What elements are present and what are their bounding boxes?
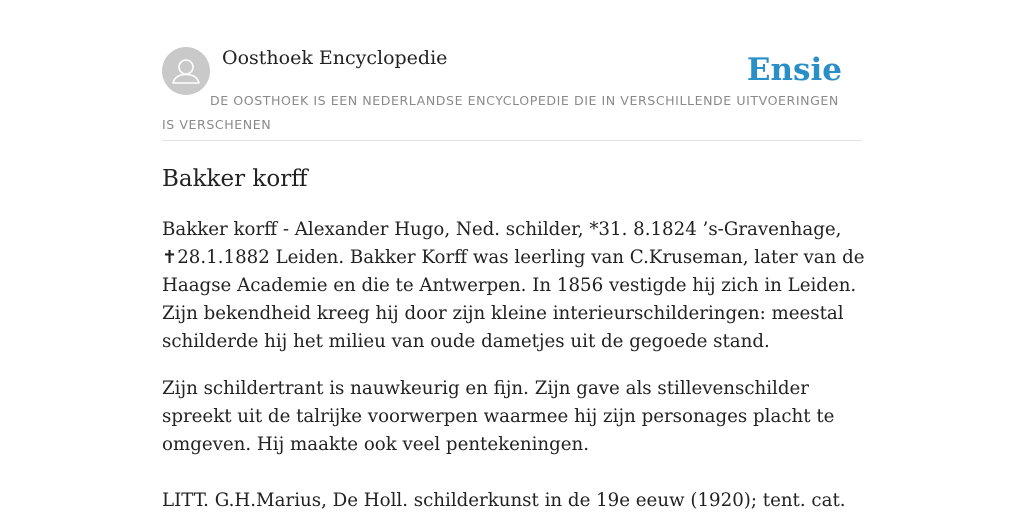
site-tagline: DE OOSTHOEK IS EEN NEDERLANDSE ENCYCLOPEDIE DIE IN VERSCHILLENDE UITVOERINGEN IS VERSCHENEN: [162, 93, 839, 132]
site-name[interactable]: Oosthoek Encyclopedie: [222, 47, 448, 69]
article: [162, 162, 866, 512]
article-title: Bakker korff: [162, 166, 308, 192]
avatar[interactable]: [162, 47, 210, 95]
article-paragraph-1: Bakker korff - Alexander Hugo, Ned. schilder, *31. 8.1824 ’s-Gravenhage, ✝28.1.1882 Leiden. Bakker Korff was leerling van C.Kruseman, later van de Haagse Academie en die te Antwerpen. In 1856 vestigde hij zich in Leiden. Zijn bekendheid kreeg hij door zijn kleine interieurschilderingen: meestal schilderde hij het milieu van oude dametjes uit de gegoede stand.: [162, 219, 865, 352]
user-silhouette-icon: [162, 47, 210, 95]
ensie-logo[interactable]: Ensie: [746, 52, 842, 88]
literature-reference: LITT. G.H.Marius, De Holl. schilderkunst in de 19e eeuw (1920); tent. cat.: [162, 490, 846, 511]
article-paragraph-2: Zijn schildertrant is nauwkeurig en fijn. Zijn gave als stillevenschilder spreekt uit de talrijke voorwerpen waarmee hij zijn personages placht te omgeven. Hij maakte ook veel pentekeningen.: [162, 378, 835, 455]
site-header: [162, 46, 862, 141]
